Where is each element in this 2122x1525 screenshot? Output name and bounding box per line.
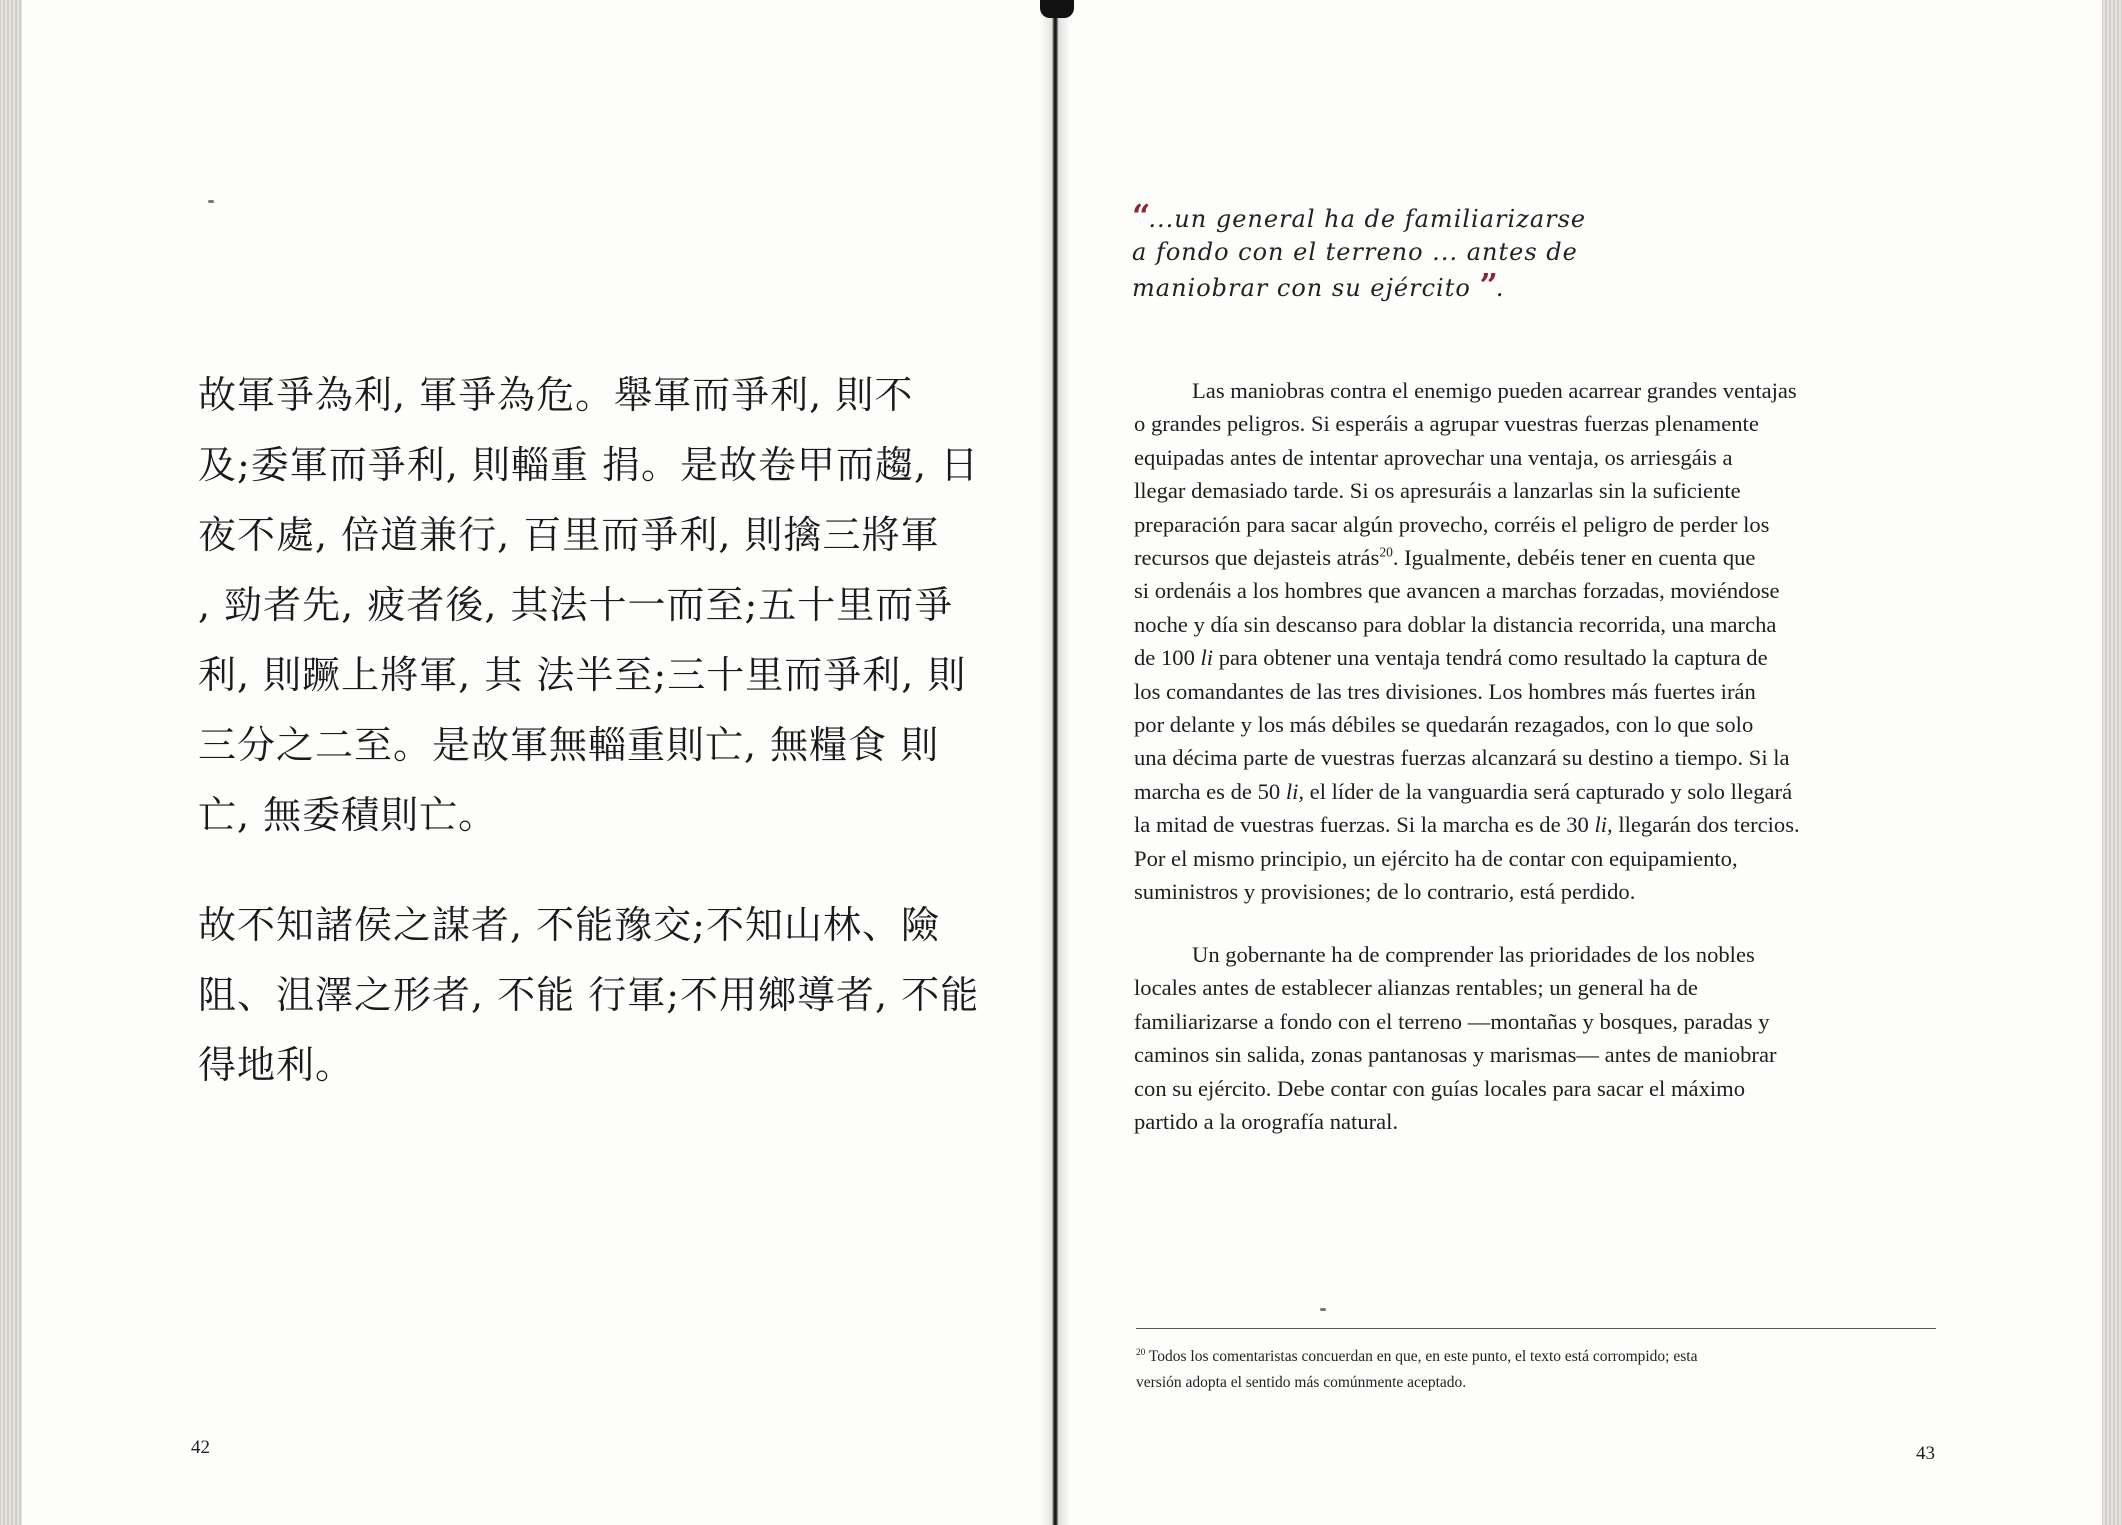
body-line — [1134, 641, 1924, 674]
quote-line-1: ...un general ha de familiarizarse — [1148, 205, 1587, 233]
body-line: locales antes de establecer alianzas rentables; un general ha de — [1134, 975, 1698, 1001]
body-line: preparación para sacar algún provecho, corréis el peligro de perder los — [1134, 511, 1770, 537]
book-gutter — [1040, 0, 1070, 1525]
left-page — [0, 0, 1052, 1525]
body-line: por delante y los más débiles se quedarán rezagados, con lo que solo — [1134, 712, 1754, 738]
body-text-segment: el líder de la vanguardia será capturado y solo llegará — [1304, 778, 1793, 804]
spine-shadow — [1040, 0, 1074, 18]
body-text-segment: . Igualmente, debéis tener en cuenta que — [1392, 545, 1756, 571]
body-line: o grandes peligros. Si esperáis a agrupar vuestras fuerzas plenamente — [1134, 411, 1759, 437]
body-line: si ordenáis a los hombres que avancen a marchas forzadas, moviéndose — [1134, 578, 1780, 604]
footnote-reference: 20 — [1379, 544, 1393, 560]
chinese-line: 得地利。 — [198, 1043, 355, 1087]
body-text-segment: de 100 — [1134, 645, 1201, 671]
quote-line-2: a fondo con el terreno ... antes de — [1132, 238, 1578, 266]
chinese-paragraph-2 — [198, 890, 1018, 1100]
body-line: partido a la orografía natural. — [1134, 1109, 1399, 1135]
chinese-paragraph-1 — [198, 360, 1018, 850]
chinese-line: 故不知諸侯之謀者, 不能豫交;不知山林、險 — [198, 903, 940, 947]
close-quote-mark: ” — [1479, 266, 1496, 304]
page-edge-left — [0, 0, 22, 1525]
chinese-line: 夜不處, 倍道兼行, 百里而爭利, 則擒三將軍 — [198, 513, 940, 557]
italic-term: li, — [1594, 812, 1613, 838]
paper-speck — [1320, 1308, 1326, 1311]
body-line: Por el mismo principio, un ejército ha de contar con equipamiento, — [1134, 845, 1738, 871]
chinese-line: 利, 則蹶上將軍, 其 法半至;三十里而爭利, 則 — [198, 653, 967, 697]
body-line: caminos sin salida, zonas pantanosas y marismas— antes de maniobrar — [1134, 1042, 1777, 1068]
body-line: suministros y provisiones; de lo contrario, está perdido. — [1134, 879, 1636, 905]
footnote-line: versión adopta el sentido más comúnmente aceptado. — [1136, 1374, 1467, 1391]
pull-quote — [1132, 197, 1652, 305]
body-line: los comandantes de las tres divisiones. Los hombres más fuertes irán — [1134, 678, 1756, 704]
footnote-divider — [1136, 1328, 1936, 1329]
footnote-line — [1136, 1344, 1936, 1370]
quote-period: . — [1495, 274, 1505, 302]
quote-line-3: maniobrar con su ejército — [1132, 274, 1471, 302]
body-line: noche y día sin descanso para doblar la distancia recorrida, una marcha — [1134, 611, 1777, 637]
chinese-line: 亡, 無委積則亡。 — [198, 793, 498, 837]
chinese-line: 三分之二至。是故軍無輜重則亡, 無糧食 則 — [198, 723, 940, 767]
body-line: equipadas antes de intentar aprovechar una ventaja, os arriesgáis a — [1134, 444, 1733, 470]
body-paragraph-1 — [1134, 374, 1924, 909]
open-quote-mark: “ — [1132, 197, 1149, 235]
body-text-segment: marcha es de 50 — [1134, 778, 1286, 804]
footnote — [1136, 1344, 1936, 1396]
body-line: Las maniobras contra el enemigo pueden acarrear grandes ventajas — [1192, 378, 1797, 403]
chinese-line: 故軍爭為利, 軍爭為危。舉軍而爭利, 則不 — [198, 373, 914, 417]
body-text-segment: la mitad de vuestras fuerzas. Si la marcha es de 30 — [1134, 812, 1595, 838]
body-paragraph-2 — [1134, 938, 1924, 1138]
italic-term: li — [1200, 645, 1214, 671]
chinese-line: 阻、沮澤之形者, 不能 行軍;不用鄉導者, 不能 — [198, 973, 980, 1017]
page-edge-right — [2102, 0, 2122, 1525]
body-text-segment: llegarán dos tercios. — [1612, 812, 1800, 838]
body-line — [1134, 775, 1924, 808]
body-line — [1134, 808, 1924, 841]
page-number-left: 42 — [191, 1437, 210, 1458]
body-line — [1134, 541, 1924, 574]
body-line: familiarizarse a fondo con el terreno —montañas y bosques, paradas y — [1134, 1008, 1770, 1034]
chinese-line: , 勁者先, 疲者後, 其法十一而至;五十里而爭 — [198, 583, 954, 627]
body-text-segment: recursos que dejasteis atrás — [1134, 545, 1380, 571]
footnote-number: 20 — [1136, 1347, 1146, 1358]
body-text-segment: para obtener una ventaja tendrá como resultado la captura de — [1213, 645, 1768, 671]
footnote-text: Todos los comentaristas concuerdan en que, en este punto, el texto está corrompido; esta — [1145, 1348, 1698, 1365]
body-line: Un gobernante ha de comprender las prioridades de los nobles — [1192, 942, 1755, 967]
page-number-right: 43 — [1916, 1443, 1935, 1464]
italic-term: li, — [1285, 778, 1305, 804]
body-line: con su ejército. Debe contar con guías locales para sacar el máximo — [1134, 1075, 1746, 1101]
paper-speck — [208, 200, 214, 203]
body-line: una décima parte de vuestras fuerzas alcanzará su destino a tiempo. Si la — [1134, 745, 1790, 771]
chinese-line: 及;委軍而爭利, 則輜重 捐。是故卷甲而趨, 日 — [198, 443, 980, 487]
body-line: llegar demasiado tarde. Si os apresuráis a lanzarlas sin la suficiente — [1134, 478, 1741, 504]
